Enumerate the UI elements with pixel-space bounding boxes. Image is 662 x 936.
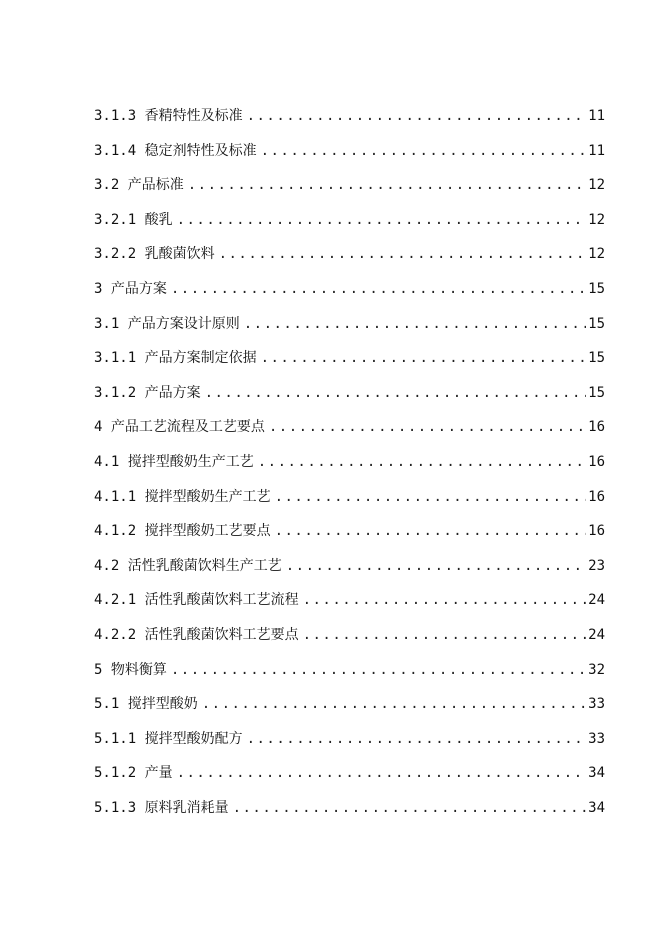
toc-page-number: 15 <box>588 280 605 297</box>
toc-entry[interactable] <box>94 410 605 445</box>
toc-dot-leader <box>247 722 587 757</box>
toc-entry-label: 3.2.1 酸乳 <box>94 211 173 228</box>
toc-page-number: 12 <box>588 177 605 194</box>
toc-page-number: 33 <box>588 730 605 747</box>
toc-dot-leader <box>275 480 587 515</box>
toc-page-number: 12 <box>588 246 605 263</box>
toc-entry[interactable] <box>94 376 605 411</box>
toc-entry-label: 4.2.2 活性乳酸菌饮料工艺要点 <box>94 626 299 643</box>
toc-entry-label: 4 产品工艺流程及工艺要点 <box>94 419 265 436</box>
toc-entry-label: 3.1.1 产品方案制定依据 <box>94 350 257 367</box>
toc-page-number: 12 <box>588 211 605 228</box>
toc-page-number: 23 <box>588 557 605 574</box>
toc-dot-leader <box>205 376 587 411</box>
toc-dot-leader <box>233 791 587 826</box>
toc-entry-label: 3.1.3 香精特性及标准 <box>94 108 243 124</box>
toc-dot-leader <box>202 687 586 722</box>
toc-page-number: 34 <box>588 799 605 816</box>
toc-page-number: 24 <box>588 592 605 609</box>
toc-entry[interactable] <box>94 341 605 376</box>
toc-entry[interactable] <box>94 722 605 757</box>
toc-dot-leader <box>177 756 587 791</box>
toc-entry[interactable] <box>94 618 605 653</box>
toc-entry[interactable] <box>94 203 605 238</box>
toc-entry-label: 4.2 活性乳酸菌饮料生产工艺 <box>94 557 282 574</box>
table-of-contents <box>94 99 605 825</box>
toc-entry[interactable] <box>94 653 605 688</box>
toc-entry-label: 5.1.3 原料乳消耗量 <box>94 799 229 816</box>
toc-entry[interactable] <box>94 480 605 515</box>
toc-dot-leader <box>261 341 587 376</box>
toc-entry-label: 3.2 产品标准 <box>94 177 184 194</box>
toc-page-number: 32 <box>588 661 605 678</box>
toc-entry[interactable] <box>94 549 605 584</box>
toc-dot-leader <box>177 203 587 238</box>
toc-dot-leader <box>303 583 587 618</box>
toc-page-number: 33 <box>588 696 605 713</box>
toc-entry[interactable] <box>94 756 605 791</box>
toc-entry[interactable] <box>94 307 605 342</box>
toc-dot-leader <box>275 514 587 549</box>
toc-entry[interactable] <box>94 272 605 307</box>
toc-entry-label: 3.1.2 产品方案 <box>94 384 201 401</box>
toc-entry-label: 4.1.1 搅拌型酸奶生产工艺 <box>94 488 271 505</box>
toc-dot-leader <box>269 410 586 445</box>
toc-entry-label: 3.1.4 稳定剂特性及标准 <box>94 142 257 159</box>
toc-entry[interactable] <box>94 168 605 203</box>
toc-entry-label: 3.2.2 乳酸菌饮料 <box>94 246 215 263</box>
toc-page-number: 15 <box>588 315 605 332</box>
toc-dot-leader <box>171 272 586 307</box>
toc-page-number: 34 <box>588 765 605 782</box>
toc-page-number: 24 <box>588 626 605 643</box>
toc-page-number: 16 <box>588 453 605 470</box>
toc-page-number: 11 <box>588 142 605 159</box>
toc-page-number: 16 <box>588 419 605 436</box>
toc-dot-leader <box>247 99 587 134</box>
toc-page-number: 15 <box>588 350 605 367</box>
toc-entry[interactable] <box>94 237 605 272</box>
toc-page-number: 15 <box>588 384 605 401</box>
toc-dot-leader <box>171 653 586 688</box>
toc-entry[interactable] <box>94 99 605 134</box>
toc-page-number: 16 <box>588 523 605 540</box>
toc-page-number: 11 <box>588 108 605 124</box>
toc-dot-leader <box>286 549 586 584</box>
toc-entry-label: 4.1 搅拌型酸奶生产工艺 <box>94 453 254 470</box>
toc-entry-label: 5.1 搅拌型酸奶 <box>94 696 198 713</box>
toc-dot-leader <box>303 618 587 653</box>
toc-entry-label: 5.1.2 产量 <box>94 765 173 782</box>
toc-entry[interactable] <box>94 445 605 480</box>
toc-dot-leader <box>258 445 586 480</box>
toc-page-number: 16 <box>588 488 605 505</box>
toc-entry[interactable] <box>94 134 605 169</box>
toc-entry-label: 4.2.1 活性乳酸菌饮料工艺流程 <box>94 592 299 609</box>
toc-entry-label: 3.1 产品方案设计原则 <box>94 315 240 332</box>
toc-entry[interactable] <box>94 583 605 618</box>
toc-entry[interactable] <box>94 791 605 826</box>
toc-entry[interactable] <box>94 687 605 722</box>
toc-entry[interactable] <box>94 514 605 549</box>
toc-entry-label: 5.1.1 搅拌型酸奶配方 <box>94 730 243 747</box>
toc-entry-label: 3 产品方案 <box>94 280 167 297</box>
toc-entry-label: 4.1.2 搅拌型酸奶工艺要点 <box>94 523 271 540</box>
toc-dot-leader <box>244 307 586 342</box>
toc-dot-leader <box>261 134 587 169</box>
toc-entry-label: 5 物料衡算 <box>94 661 167 678</box>
toc-dot-leader <box>219 237 587 272</box>
toc-dot-leader <box>188 168 586 203</box>
